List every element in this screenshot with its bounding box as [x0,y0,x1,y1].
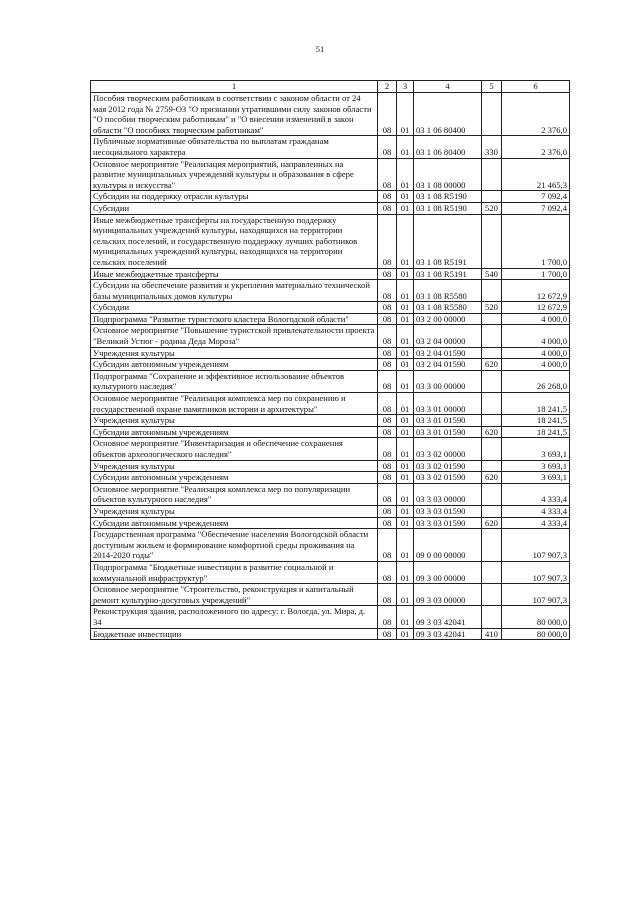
row-section-cell: 08 [378,505,397,517]
row-subsection-cell: 01 [397,483,414,505]
table-row [91,158,570,191]
row-subsection-cell: 01 [397,606,414,628]
row-expense-type-cell [482,415,502,427]
row-target-article-cell: 09 3 03 00000 [414,584,482,606]
row-name-cell: Бюджетные инвестиции [91,628,378,640]
row-subsection-cell: 01 [397,370,414,392]
row-subsection-cell: 01 [397,628,414,640]
row-target-article-cell: 03 1 08 R5190 [414,191,482,203]
row-amount-cell: 107 907,3 [502,561,570,583]
row-section-cell: 08 [378,628,397,640]
row-amount-cell: 12 672,9 [502,280,570,302]
row-expense-type-cell [482,505,502,517]
row-section-cell: 08 [378,214,397,268]
row-name-cell: Пособия творческим работникам в соответствии с законом области от 24 мая 2012 года № 2759-ОЗ "О признании утратившими силу законов области "О пособии творческим работникам" и "О внесении изменений в закон области "О пособиях творческим работникам" [91,93,378,136]
row-amount-cell: 21 465,3 [502,158,570,191]
row-target-article-cell: 03 3 01 01590 [414,415,482,427]
page-number: 51 [315,44,325,54]
row-target-article-cell: 03 2 04 01590 [414,347,482,359]
row-target-article-cell: 03 1 08 R5190 [414,202,482,214]
row-name-cell: Субсидии автономным учреждениям [91,426,378,438]
row-name-cell: Основное мероприятие "Реализация комплекса мер по сохранению и государственной охране памятников истории и архитектуры" [91,393,378,415]
row-name-cell: Субсидии автономным учреждениям [91,359,378,371]
row-expense-type-cell [482,460,502,472]
row-amount-cell: 4 000,0 [502,347,570,359]
row-amount-cell: 4 333,4 [502,517,570,529]
row-name-cell: Основное мероприятие "Реализация мероприятий, направленных на развитие муниципальных учреждений культуры и образования в сфере культуры и искусства" [91,158,378,191]
row-section-cell: 08 [378,472,397,484]
row-name-cell: Учреждения культуры [91,460,378,472]
table-row [91,325,570,347]
row-subsection-cell: 01 [397,325,414,347]
row-section-cell: 08 [378,347,397,359]
row-section-cell: 08 [378,325,397,347]
row-target-article-cell: 03 3 02 01590 [414,460,482,472]
row-expense-type-cell [482,370,502,392]
row-subsection-cell: 01 [397,517,414,529]
row-target-article-cell: 03 3 03 00000 [414,483,482,505]
row-expense-type-cell [482,325,502,347]
row-section-cell: 08 [378,280,397,302]
row-subsection-cell: 01 [397,158,414,191]
row-subsection-cell: 01 [397,214,414,268]
row-expense-type-cell: 410 [482,628,502,640]
header-col-6: 6 [502,81,570,93]
row-expense-type-cell [482,606,502,628]
row-name-cell: Учреждения культуры [91,415,378,427]
row-section-cell: 08 [378,202,397,214]
row-amount-cell: 2 376,0 [502,136,570,158]
row-name-cell: Реконструкция здания, расположенного по адресу: г. Вологда, ул. Мира, д. 34 [91,606,378,628]
row-amount-cell: 107 907,3 [502,529,570,562]
table-row [91,628,570,640]
row-section-cell: 08 [378,313,397,325]
row-name-cell: Основное мероприятие "Реализация комплекса мер по популяризации объектов культурного наследия" [91,483,378,505]
budget-table [90,80,570,640]
row-target-article-cell: 03 1 06 80400 [414,136,482,158]
row-section-cell: 08 [378,136,397,158]
row-expense-type-cell: 620 [482,517,502,529]
row-expense-type-cell [482,483,502,505]
header-col-4: 4 [414,81,482,93]
row-section-cell: 08 [378,584,397,606]
row-expense-type-cell [482,93,502,136]
row-name-cell: Субсидии на поддержку отрасли культуры [91,191,378,203]
row-subsection-cell: 01 [397,93,414,136]
table-row [91,136,570,158]
row-expense-type-cell: 620 [482,359,502,371]
row-subsection-cell: 01 [397,393,414,415]
row-subsection-cell: 01 [397,561,414,583]
row-expense-type-cell [482,529,502,562]
row-subsection-cell: 01 [397,529,414,562]
row-expense-type-cell: 520 [482,202,502,214]
row-amount-cell: 4 333,4 [502,505,570,517]
row-target-article-cell: 03 3 01 00000 [414,393,482,415]
row-target-article-cell: 03 3 03 01590 [414,505,482,517]
row-target-article-cell: 03 1 08 R5580 [414,302,482,314]
table-row [91,93,570,136]
row-section-cell: 08 [378,483,397,505]
row-expense-type-cell: 620 [482,472,502,484]
row-expense-type-cell [482,561,502,583]
table-row [91,202,570,214]
row-subsection-cell: 01 [397,268,414,280]
row-amount-cell: 1 700,0 [502,268,570,280]
row-section-cell: 08 [378,191,397,203]
table-row [91,191,570,203]
row-name-cell: Основное мероприятие "Инвентаризация и обеспечение сохранения объектов археологического наследия" [91,438,378,460]
row-name-cell: Иные межбюджетные трансферты [91,268,378,280]
row-target-article-cell: 03 3 00 00000 [414,370,482,392]
row-subsection-cell: 01 [397,280,414,302]
table-row [91,393,570,415]
row-expense-type-cell [482,584,502,606]
row-section-cell: 08 [378,561,397,583]
table-row [91,415,570,427]
row-section-cell: 08 [378,438,397,460]
row-subsection-cell: 01 [397,347,414,359]
row-expense-type-cell [482,214,502,268]
table-row [91,426,570,438]
row-subsection-cell: 01 [397,302,414,314]
table-row [91,472,570,484]
row-amount-cell: 2 376,0 [502,93,570,136]
row-section-cell: 08 [378,517,397,529]
row-amount-cell: 7 092,4 [502,191,570,203]
row-expense-type-cell [482,438,502,460]
table-row [91,302,570,314]
table-row [91,517,570,529]
row-amount-cell: 4 000,0 [502,325,570,347]
row-expense-type-cell [482,158,502,191]
row-amount-cell: 3 693,1 [502,460,570,472]
table-row [91,584,570,606]
table-row [91,505,570,517]
row-section-cell: 08 [378,359,397,371]
row-subsection-cell: 01 [397,191,414,203]
row-name-cell: Подпрограмма "Развитие туристского кластера Вологодской области" [91,313,378,325]
row-subsection-cell: 01 [397,472,414,484]
row-expense-type-cell [482,347,502,359]
row-section-cell: 08 [378,426,397,438]
row-section-cell: 08 [378,393,397,415]
table-row [91,370,570,392]
row-target-article-cell: 03 1 08 R5191 [414,268,482,280]
row-target-article-cell: 03 1 08 00000 [414,158,482,191]
header-col-1: 1 [91,81,378,93]
row-amount-cell: 3 693,1 [502,438,570,460]
table-row [91,280,570,302]
row-target-article-cell: 03 3 02 00000 [414,438,482,460]
row-section-cell: 08 [378,460,397,472]
header-col-5: 5 [482,81,502,93]
row-expense-type-cell: 330 [482,136,502,158]
row-name-cell: Субсидии [91,202,378,214]
row-section-cell: 08 [378,158,397,191]
row-name-cell: Основное мероприятие "Повышение туристской привлекательности проекта "Великий Устюг - родина Деда Мороза" [91,325,378,347]
row-amount-cell: 12 672,9 [502,302,570,314]
table-header-row [91,81,570,93]
row-name-cell: Основное мероприятие "Строительство, реконструкция и капитальный ремонт культурно-досуговых учреждений" [91,584,378,606]
row-subsection-cell: 01 [397,313,414,325]
row-section-cell: 08 [378,415,397,427]
row-name-cell: Субсидии автономным учреждениям [91,517,378,529]
table-row [91,460,570,472]
table-row [91,214,570,268]
row-amount-cell: 107 907,3 [502,584,570,606]
row-section-cell: 08 [378,302,397,314]
row-expense-type-cell [482,393,502,415]
row-amount-cell: 4 000,0 [502,359,570,371]
table-row [91,561,570,583]
row-target-article-cell: 09 3 00 00000 [414,561,482,583]
row-amount-cell: 18 241,5 [502,426,570,438]
table-row [91,438,570,460]
row-subsection-cell: 01 [397,202,414,214]
row-section-cell: 08 [378,606,397,628]
row-target-article-cell: 09 3 03 42041 [414,628,482,640]
table-row [91,347,570,359]
row-target-article-cell: 09 3 03 42041 [414,606,482,628]
row-subsection-cell: 01 [397,415,414,427]
row-amount-cell: 80 000,0 [502,606,570,628]
row-name-cell: Субсидии [91,302,378,314]
row-name-cell: Публичные нормативные обязательства по выплатам гражданам несоциального характера [91,136,378,158]
row-name-cell: Подпрограмма "Сохранение и эффективное использование объектов культурного наследия" [91,370,378,392]
row-target-article-cell: 03 3 02 01590 [414,472,482,484]
row-name-cell: Субсидии на обеспечение развития и укрепления материально технической базы муниципальных домов культуры [91,280,378,302]
row-target-article-cell: 03 2 04 01590 [414,359,482,371]
row-target-article-cell: 03 1 06 80400 [414,93,482,136]
row-section-cell: 08 [378,93,397,136]
row-subsection-cell: 01 [397,136,414,158]
row-expense-type-cell [482,280,502,302]
row-expense-type-cell: 620 [482,426,502,438]
row-subsection-cell: 01 [397,359,414,371]
row-name-cell: Подпрограмма "Бюджетные инвестиции в развитие социальной и коммунальной инфраструктур" [91,561,378,583]
row-target-article-cell: 09 0 00 00000 [414,529,482,562]
row-name-cell: Субсидии автономным учреждениям [91,472,378,484]
row-subsection-cell: 01 [397,426,414,438]
row-subsection-cell: 01 [397,460,414,472]
header-col-3: 3 [397,81,414,93]
table-row [91,359,570,371]
row-name-cell: Учреждения культуры [91,505,378,517]
row-section-cell: 08 [378,268,397,280]
row-expense-type-cell [482,191,502,203]
table-row [91,529,570,562]
row-name-cell: Иные межбюджетные трансферты на государственную поддержку муниципальных учреждений культуры, находящихся на территории сельских поселений, и государственную поддержку лучших работников муниципальных учреждений культуры, находящихся на территории сельских поселений [91,214,378,268]
row-subsection-cell: 01 [397,438,414,460]
row-expense-type-cell: 520 [482,302,502,314]
row-target-article-cell: 03 2 00 00000 [414,313,482,325]
row-target-article-cell: 03 3 03 01590 [414,517,482,529]
row-target-article-cell: 03 2 04 00000 [414,325,482,347]
row-name-cell: Учреждения культуры [91,347,378,359]
row-amount-cell: 18 241,5 [502,393,570,415]
row-expense-type-cell [482,313,502,325]
row-amount-cell: 18 241,5 [502,415,570,427]
row-expense-type-cell: 540 [482,268,502,280]
row-target-article-cell: 03 3 01 01590 [414,426,482,438]
table-row [91,606,570,628]
row-amount-cell: 4 000,0 [502,313,570,325]
row-amount-cell: 3 693,1 [502,472,570,484]
row-amount-cell: 7 092,4 [502,202,570,214]
row-amount-cell: 80 000,0 [502,628,570,640]
row-amount-cell: 26 268,0 [502,370,570,392]
row-subsection-cell: 01 [397,584,414,606]
table-row [91,268,570,280]
row-name-cell: Государственная программа "Обеспечение населения Вологодской области доступным жильем и формирование комфортной среды проживания на 2014-2020 годы" [91,529,378,562]
table-row [91,313,570,325]
row-target-article-cell: 03 1 08 R5580 [414,280,482,302]
budget-table-body [91,81,570,640]
row-subsection-cell: 01 [397,505,414,517]
row-amount-cell: 4 333,4 [502,483,570,505]
row-amount-cell: 1 700,0 [502,214,570,268]
row-section-cell: 08 [378,529,397,562]
row-section-cell: 08 [378,370,397,392]
row-target-article-cell: 03 1 08 R5191 [414,214,482,268]
header-col-2: 2 [378,81,397,93]
table-row [91,483,570,505]
